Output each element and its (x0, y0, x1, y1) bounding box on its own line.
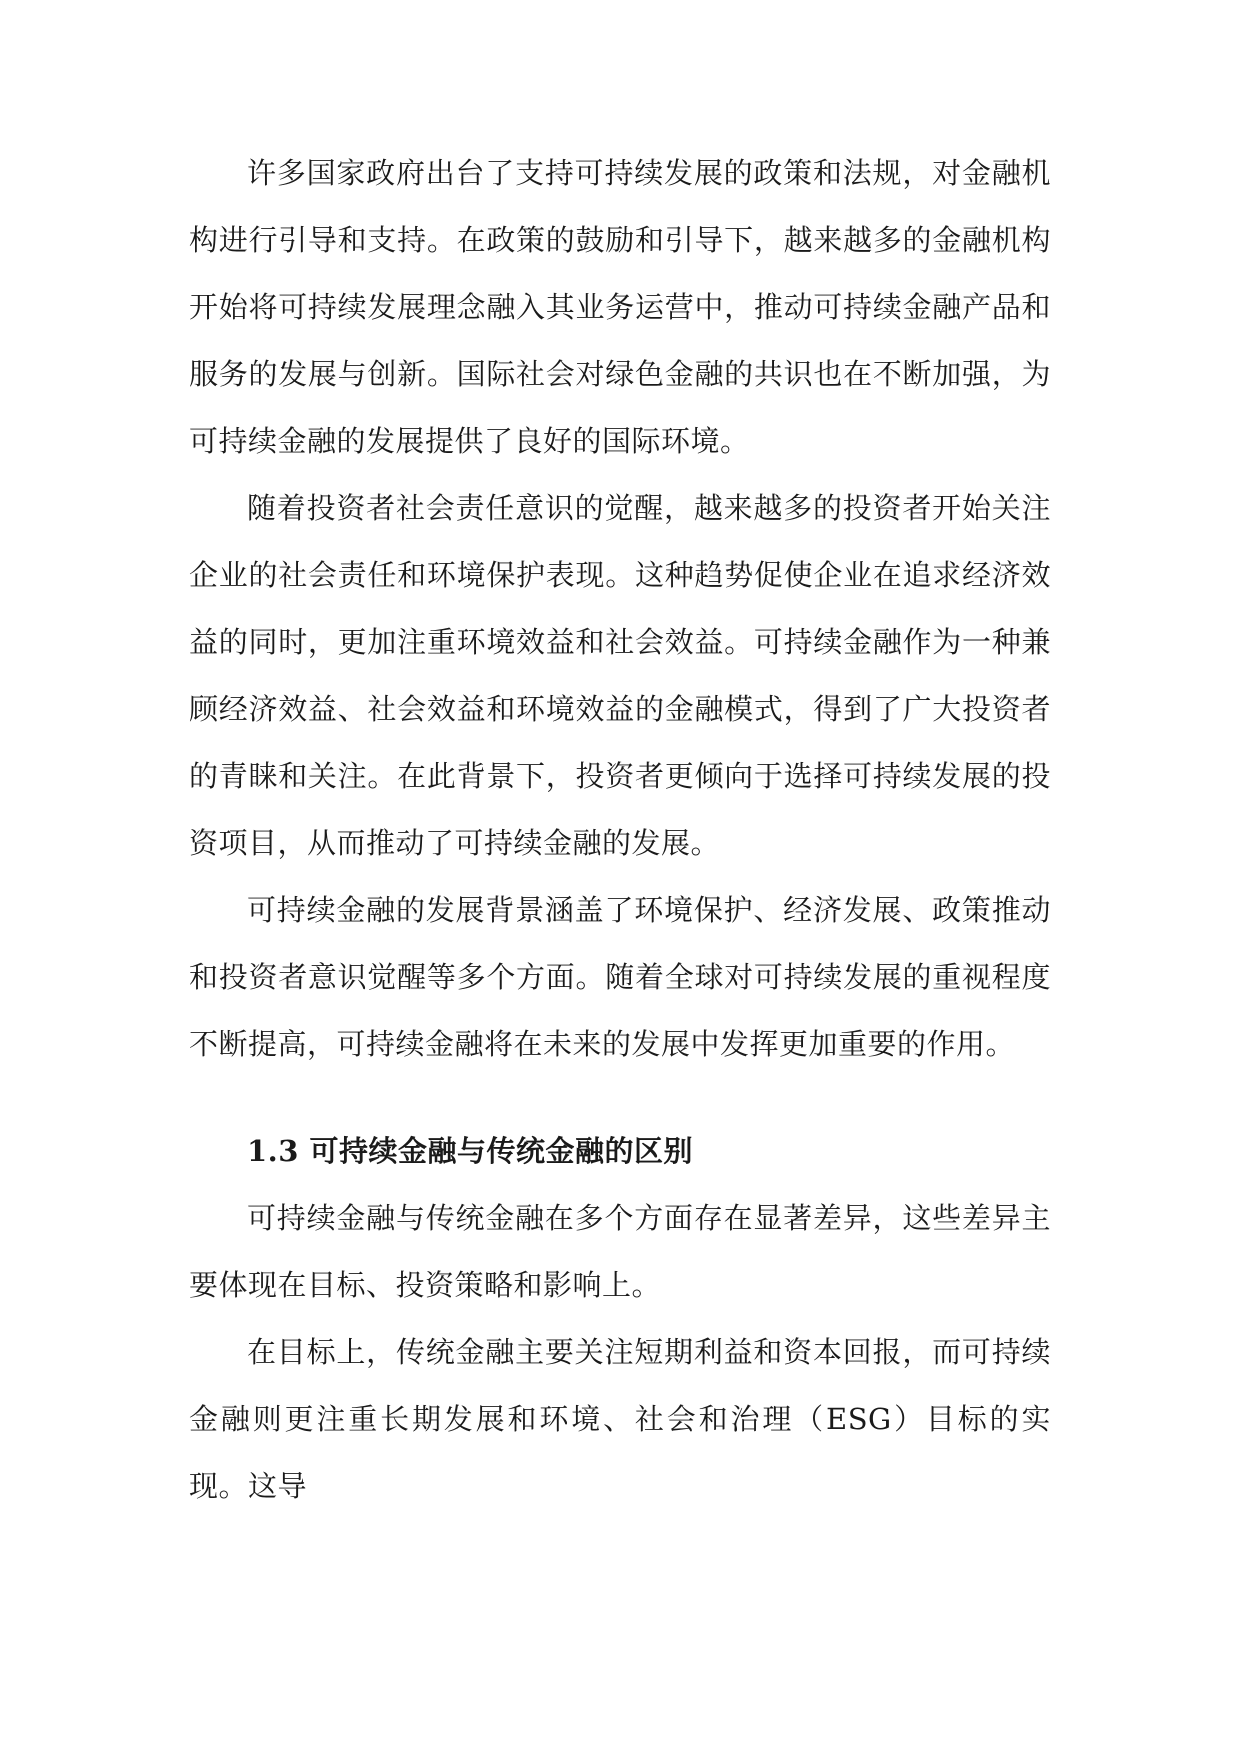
body-paragraph: 可持续金融与传统金融在多个方面存在显著差异，这些差异主要体现在目标、投资策略和影响上。 (189, 1201, 1051, 1302)
body-paragraph: 随着投资者社会责任意识的觉醒，越来越多的投资者开始关注企业的社会责任和环境保护表现。这种趋势促使企业在追求经济效益的同时，更加注重环境效益和社会效益。可持续金融作为一种兼顾经济效益、社会效益和环境效益的金融模式，得到了广大投资者的青睐和关注。在此背景下，投资者更倾向于选择可持续发展的投资项目，从而推动了可持续金融的发展。 (189, 491, 1051, 860)
body-paragraph: 在目标上，传统金融主要关注短期利益和资本回报，而可持续金融则更注重长期发展和环境、社会和治理（ESG）目标的实现。这导 (189, 1335, 1051, 1503)
body-paragraph: 许多国家政府出台了支持可持续发展的政策和法规，对金融机构进行引导和支持。在政策的鼓励和引导下，越来越多的金融机构开始将可持续发展理念融入其业务运营中，推动可持续金融产品和服务的发展与创新。国际社会对绿色金融的共识也在不断加强，为可持续金融的发展提供了良好的国际环境。 (189, 156, 1051, 458)
body-paragraph: 可持续金融的发展背景涵盖了环境保护、经济发展、政策推动和投资者意识觉醒等多个方面。随着全球对可持续发展的重视程度不断提高，可持续金融将在未来的发展中发挥更加重要的作用。 (189, 893, 1051, 1061)
section-heading: 1.3 可持续金融与传统金融的区别 (247, 1134, 694, 1168)
document-page (189, 140, 1051, 1520)
